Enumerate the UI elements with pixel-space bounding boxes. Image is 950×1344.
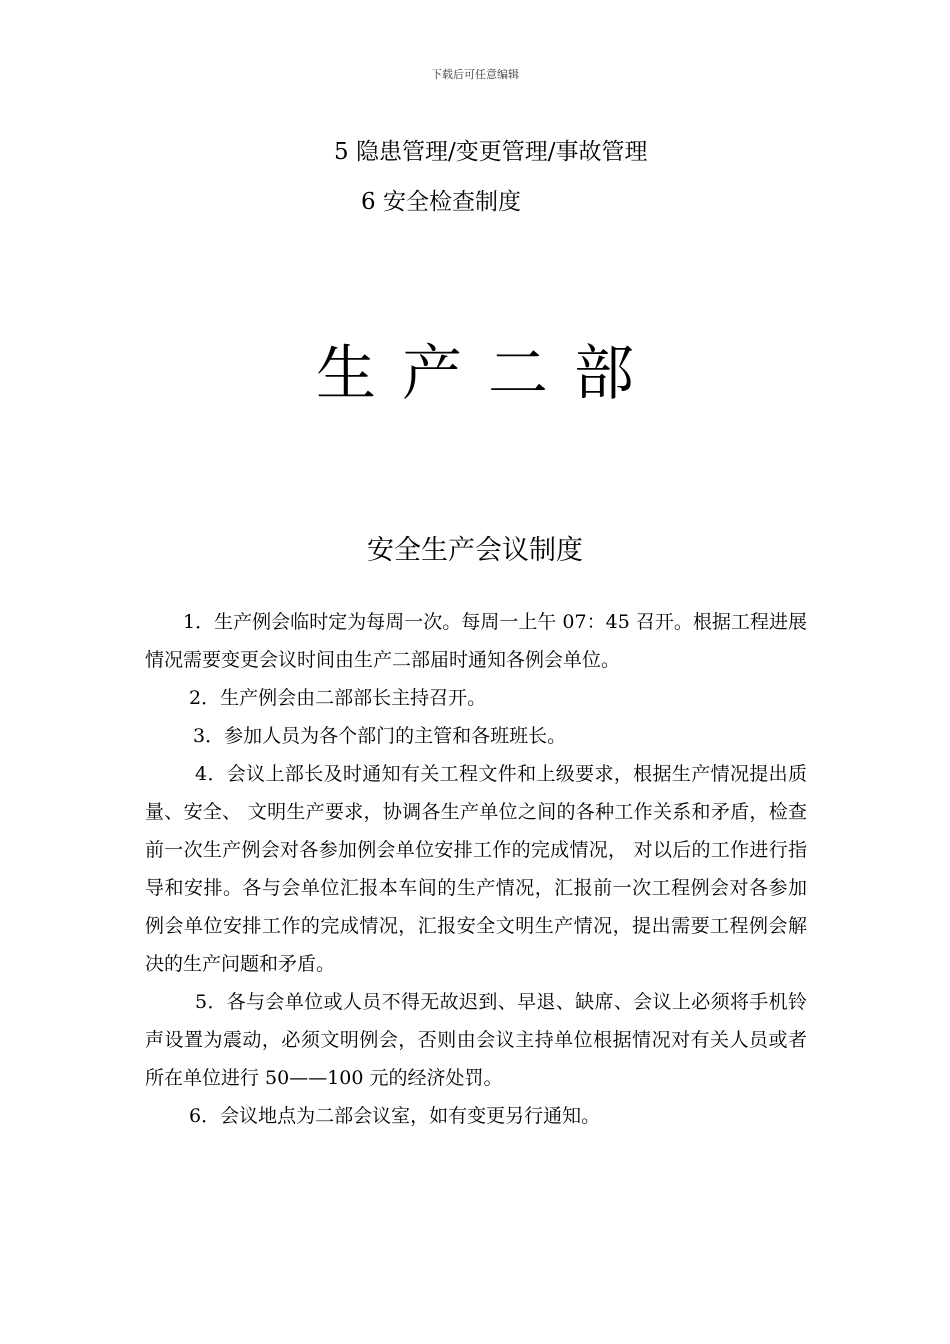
paragraph-1: 1．生产例会临时定为每周一次。每周一上午 07：45 召开。根据工程进展情况需要变更会议时间由生产二部届时通知各例会单位。 [145,611,807,671]
toc-item-6: 6 安全检查制度 [361,189,521,215]
paragraph-5: 5．各与会单位或人员不得无故迟到、早退、缺席、会议上必须将手机铃声设置为震动，必须文明例会，否则由会议主持单位根据情况对有关人员或者所在单位进行 50——100 元的经济处罚。 [145,991,807,1089]
paragraph-2: 2．生产例会由二部部长主持召开。 [189,687,487,709]
header-note: 下载后可任意编辑 [431,68,519,81]
toc-item-5: 5 隐患管理/变更管理/事故管理 [334,139,648,165]
department-title: 生产二部 [316,339,660,409]
document-body [145,603,807,1135]
paragraph-4: 4．会议上部长及时通知有关工程文件和上级要求，根据生产情况提出质量、安全、 文明生产要求，协调各生产单位之间的各种工作关系和矛盾，检查前一次生产例会对各参加例会单位安排工作的完成情况， 对以后的工作进行指导和安排。各与会单位汇报本车间的生产情况，汇报前一次工程例会对各参加例会单位安排工作的完成情况，汇报安全文明生产情况，提出需要工程例会解决的生产问题和矛盾。 [145,763,807,975]
paragraph-6: 6．会议地点为二部会议室，如有变更另行通知。 [189,1105,601,1127]
paragraph-3: 3．参加人员为各个部门的主管和各班班长。 [193,725,567,747]
document-title: 安全生产会议制度 [367,535,583,566]
